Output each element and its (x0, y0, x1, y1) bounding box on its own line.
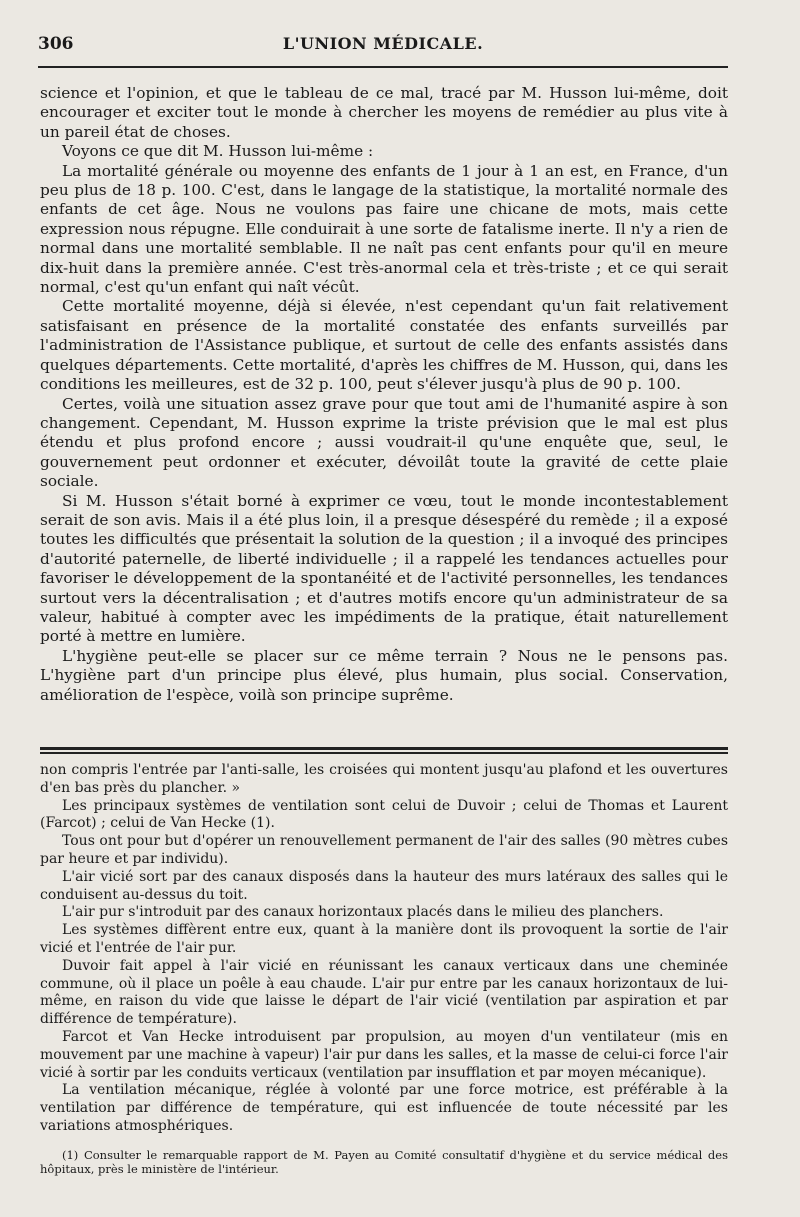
feuilleton-paragraph: Farcot et Van Hecke introduisent par propulsion, au moyen d'un ventilateur (mis en mouvement par une machine à vapeur) l'air pur dans les salles, et la masse de celui-ci force l'air vicié à sortir par les conduits verticaux (ventilation par insufflation et par moyen mécanique). (40, 1028, 728, 1081)
main-paragraph: Cette mortalité moyenne, déjà si élevée, n'est cependant qu'un fait relativement satisfaisant en présence de la mortalité constatée des enfants surveillés par l'administration de l'Assistance publique, et surtout de celle des enfants assistés dans quelques départements. Cette mortalité, d'après les chiffres de M. Husson, qui, dans les conditions les meilleures, est de 32 p. 100, peut s'élever jusqu'à plus de 90 p. 100. (40, 297, 728, 394)
feuilleton-section (40, 762, 728, 1136)
feuilleton-paragraph: La ventilation mécanique, réglée à volonté par une force motrice, est préférable à la ventilation par différence de température, qui est influencée de toute nécessité par les variations atmosphériques. (40, 1082, 728, 1134)
header-rule (38, 66, 728, 68)
main-paragraph: Certes, voilà une situation assez grave pour que tout ami de l'humanité aspire à son changement. Cependant, M. Husson exprime la triste prévision que le mal est plus étendu et plus profond encore ; aussi voudrait-il qu'une enquête que, seul, le gouvernement peut ordonner et exécuter, dévoilât toute la gravité de cette plaie sociale. (40, 394, 728, 491)
feuilleton-paragraph: L'air pur s'introduit par des canaux horizontaux placés dans le milieu des planchers. (62, 904, 664, 921)
divider-thick-line (40, 747, 728, 750)
feuilleton-paragraph: non compris l'entrée par l'anti-salle, les croisées qui montent jusqu'au plafond et les ouvertures d'en bas près du plancher. » (40, 762, 728, 796)
main-paragraph: Si M. Husson s'était borné à exprimer ce vœu, tout le monde incontestablement serait de son avis. Mais il a été plus loin, il a presque désespéré du remède ; il a exposé toutes les difficultés que présentait la solution de la question ; il a invoqué des principes d'autorité paternelle, de liberté individuelle ; il a rappelé les tendances actuelles pour favoriser le développement de la spontanéité et de l'activité personnelles, les tendances surtout vers la décentralisation ; et d'autres motifs encore qu'un administrateur de sa valeur, habitué à compter avec les impédiments de la pratique, était naturellement porté à mettre en lumière. (40, 491, 728, 646)
footnote: (1) Consulter le remarquable rapport de M. Payen au Comité consultatif d'hygiène et du service médical des hôpitaux, près le ministère de l'intérieur. (40, 1148, 728, 1176)
feuilleton-paragraph: Tous ont pour but d'opérer un renouvellement permanent de l'air des salles (90 mètres cubes par heure et par individu). (40, 833, 728, 867)
section-divider (40, 747, 728, 756)
main-paragraph: science et l'opinion, et que le tableau de ce mal, tracé par M. Husson lui-même, doit encourager et exciter tout le monde à chercher les moyens de remédier au plus vite à un pareil état de choses. (40, 84, 728, 141)
feuilleton-paragraph: L'air vicié sort par des canaux disposés dans la hauteur des murs latéraux des salles qui le conduisent au-dessus du toit. (40, 868, 728, 903)
feuilleton-paragraph: Les principaux systèmes de ventilation sont celui de Duvoir ; celui de Thomas et Laurent (Farcot) ; celui de Van Hecke (1). (40, 797, 728, 832)
main-paragraph: La mortalité générale ou moyenne des enfants de 1 jour à 1 an est, en France, d'un peu plus de 18 p. 100. C'est, dans le langage de la statistique, la mortalité normale des enfants de cet âge. Nous ne voulons pas faire une chicane de mots, mais cette expression nous répugne. Elle conduirait à une sorte de fatalisme inerte. Il n'y a rien de normal dans une mortalité semblable. Il ne naît pas cent enfants pour qu'il en meure dix-huit dans la première année. C'est très-anormal cela et très-triste ; et ce qui serait normal, c'est qu'un enfant qui naît vécût. (40, 161, 728, 297)
main-article (40, 84, 728, 705)
divider-thin-line (40, 752, 728, 754)
main-paragraph: Voyons ce que dit M. Husson lui-même : (62, 142, 374, 161)
running-title: L'UNION MÉDICALE. (282, 34, 484, 53)
feuilleton-paragraph: Duvoir fait appel à l'air vicié en réunissant les canaux verticaux dans une cheminée commune, où il place un poêle à eau chaude. L'air pur entre par les canaux horizontaux de lui-même, en raison du vide que laisse le départ de l'air vicié (ventilation par aspiration et par différence de température). (40, 957, 728, 1028)
main-paragraph: L'hygiène peut-elle se placer sur ce même terrain ? Nous ne le pensons pas. L'hygiène part d'un principe plus élevé, plus humain, plus social. Conservation, amélioration de l'espèce, voilà son principe suprême. (40, 646, 728, 704)
page-number: 306 (38, 34, 74, 54)
feuilleton-paragraph: Les systèmes diffèrent entre eux, quant à la manière dont ils provoquent la sortie de l'air vicié et l'entrée de l'air pur. (40, 922, 728, 956)
page-header (38, 32, 728, 56)
